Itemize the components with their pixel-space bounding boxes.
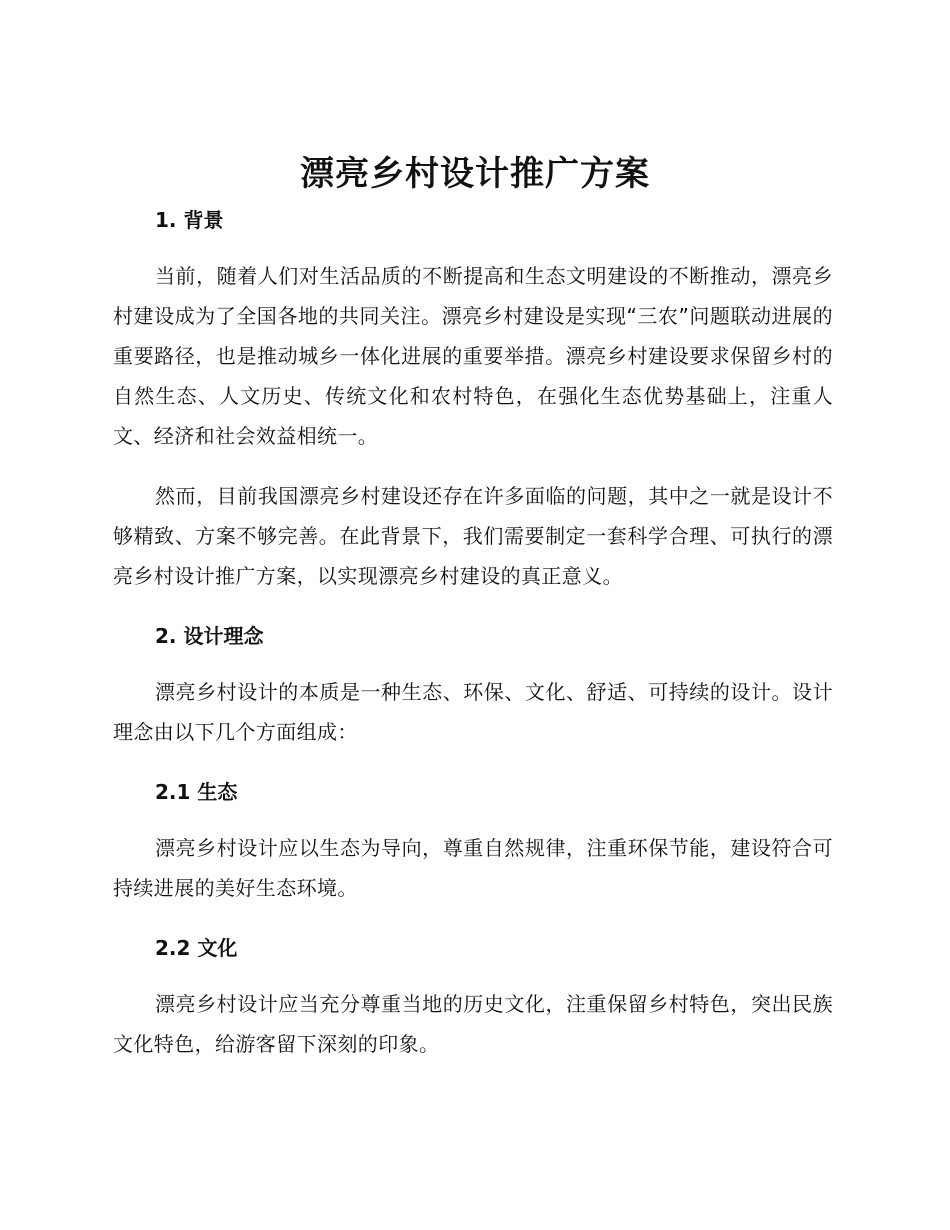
paragraph-ecology: 漂亮乡村设计应以生态为导向，尊重自然规律，注重环保节能，建设符合可持续进展的美好生态环境。 [113,836,833,900]
document-title: 漂亮乡村设计推广方案 [300,154,650,194]
section-heading-background: 1. 背景 [155,208,224,232]
section-heading-concept: 2. 设计理念 [155,624,264,648]
paragraph-background-1: 当前，随着人们对生活品质的不断提高和生态文明建设的不断推动，漂亮乡村建设成为了全国各地的共同关注。漂亮乡村建设是实现“三农”问题联动进展的重要路径，也是推动城乡一体化进展的重要举措。漂亮乡村建设要求保留乡村的自然生态、人文历史、传统文化和农村特色，在强化生态优势基础上，注重人文、经济和社会效益相统一。 [113,264,833,448]
paragraph-culture: 漂亮乡村设计应当充分尊重当地的历史文化，注重保留乡村特色，突出民族文化特色，给游客留下深刻的印象。 [113,992,833,1056]
paragraph-background-2: 然而，目前我国漂亮乡村建设还存在许多面临的问题，其中之一就是设计不够精致、方案不够完善。在此背景下，我们需要制定一套科学合理、可执行的漂亮乡村设计推广方案，以实现漂亮乡村建设的真正意义。 [113,484,833,588]
document-body [113,200,833,1064]
paragraph-concept: 漂亮乡村设计的本质是一种生态、环保、文化、舒适、可持续的设计。设计理念由以下几个方面组成： [113,680,833,744]
section-heading-culture: 2.2 文化 [155,936,238,960]
section-heading-ecology: 2.1 生态 [155,780,238,804]
